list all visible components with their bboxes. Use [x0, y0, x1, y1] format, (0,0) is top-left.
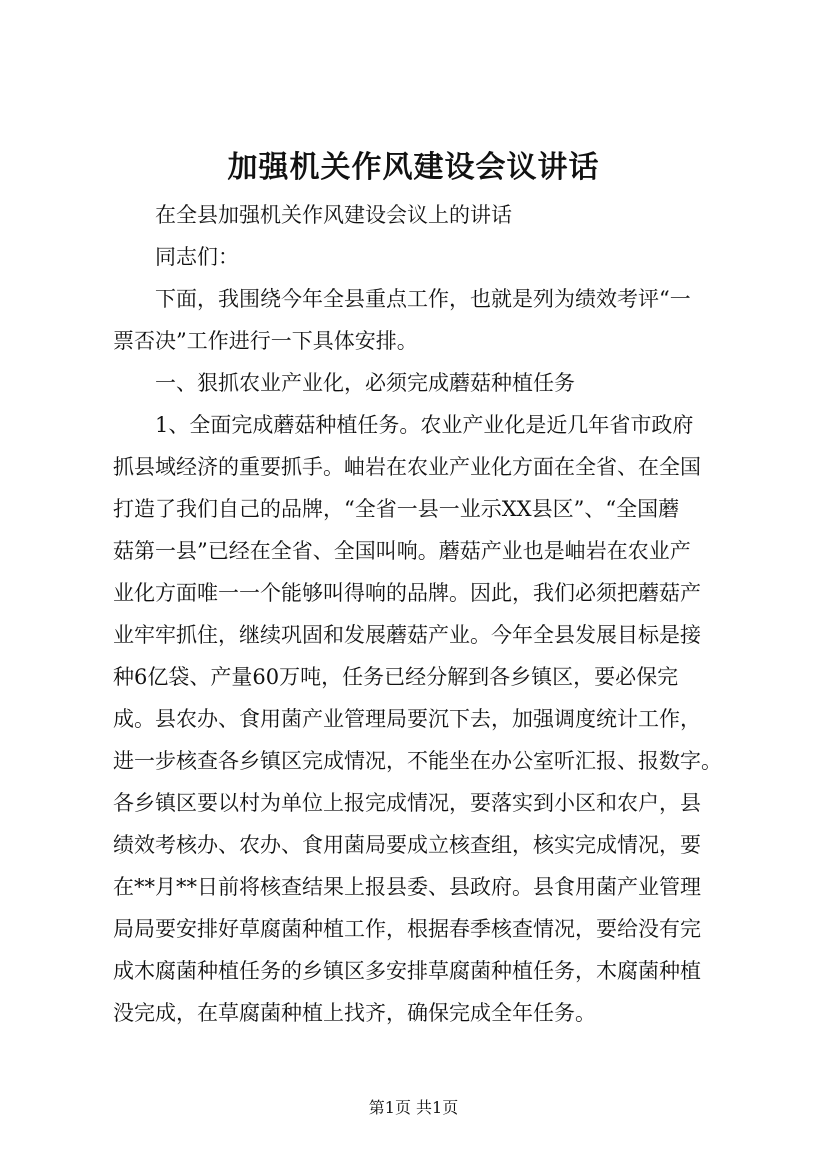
- salutation-line: 同志们：: [155, 245, 239, 269]
- page-footer: 第1页 共1页: [368, 1098, 459, 1117]
- section-heading: 一、狠抓农业产业化，必须完成蘑菇种植任务: [155, 371, 575, 395]
- body-line: 绩效考核办、农办、食用菌局要成立核查组，核实完成情况，要: [113, 833, 701, 857]
- body-line: 种6亿袋、产量60万吨，任务已经分解到各乡镇区，要必保完: [113, 665, 679, 689]
- body-line: 抓县域经济的重要抓手。岫岩在农业产业化方面在全省、在全国: [113, 455, 701, 479]
- body-line: 菇第一县”已经在全省、全国叫响。蘑菇产业也是岫岩在农业产: [113, 539, 691, 563]
- body-line: 1、全面完成蘑菇种植任务。农业产业化是近几年省市政府: [155, 413, 694, 437]
- body-line: 各乡镇区要以村为单位上报完成情况，要落实到小区和农户，县: [113, 791, 701, 815]
- body-line: 没完成，在草腐菌种植上找齐，确保完成全年任务。: [113, 1001, 596, 1025]
- body-line: 进一步核查各乡镇区完成情况，不能坐在办公室听汇报、报数字。: [113, 749, 722, 773]
- body-line: 打造了我们自己的品牌，“全省一县一业示XX县区”、“全国蘑: [113, 497, 680, 521]
- subtitle-line: 在全县加强机关作风建设会议上的讲话: [155, 203, 512, 227]
- body-line: 业牢牢抓住，继续巩固和发展蘑菇产业。今年全县发展目标是接: [113, 623, 701, 647]
- body-line: 局局要安排好草腐菌种植工作，根据春季核查情况，要给没有完: [113, 917, 701, 941]
- body-line: 下面，我围绕今年全县重点工作，也就是列为绩效考评“一: [155, 287, 691, 311]
- body-line: 成。县农办、食用菌产业管理局要沉下去，加强调度统计工作，: [113, 707, 701, 731]
- body-line: 在**月**日前将核查结果上报县委、县政府。县食用菌产业管理: [113, 875, 701, 899]
- body-line: 业化方面唯一一个能够叫得响的品牌。因此，我们必须把蘑菇产: [113, 581, 701, 605]
- body-line: 成木腐菌种植任务的乡镇区多安排草腐菌种植任务，木腐菌种植: [113, 959, 701, 983]
- document-title: 加强机关作风建设会议讲话: [227, 150, 600, 185]
- body-line: 票否决”工作进行一下具体安排。: [113, 329, 418, 353]
